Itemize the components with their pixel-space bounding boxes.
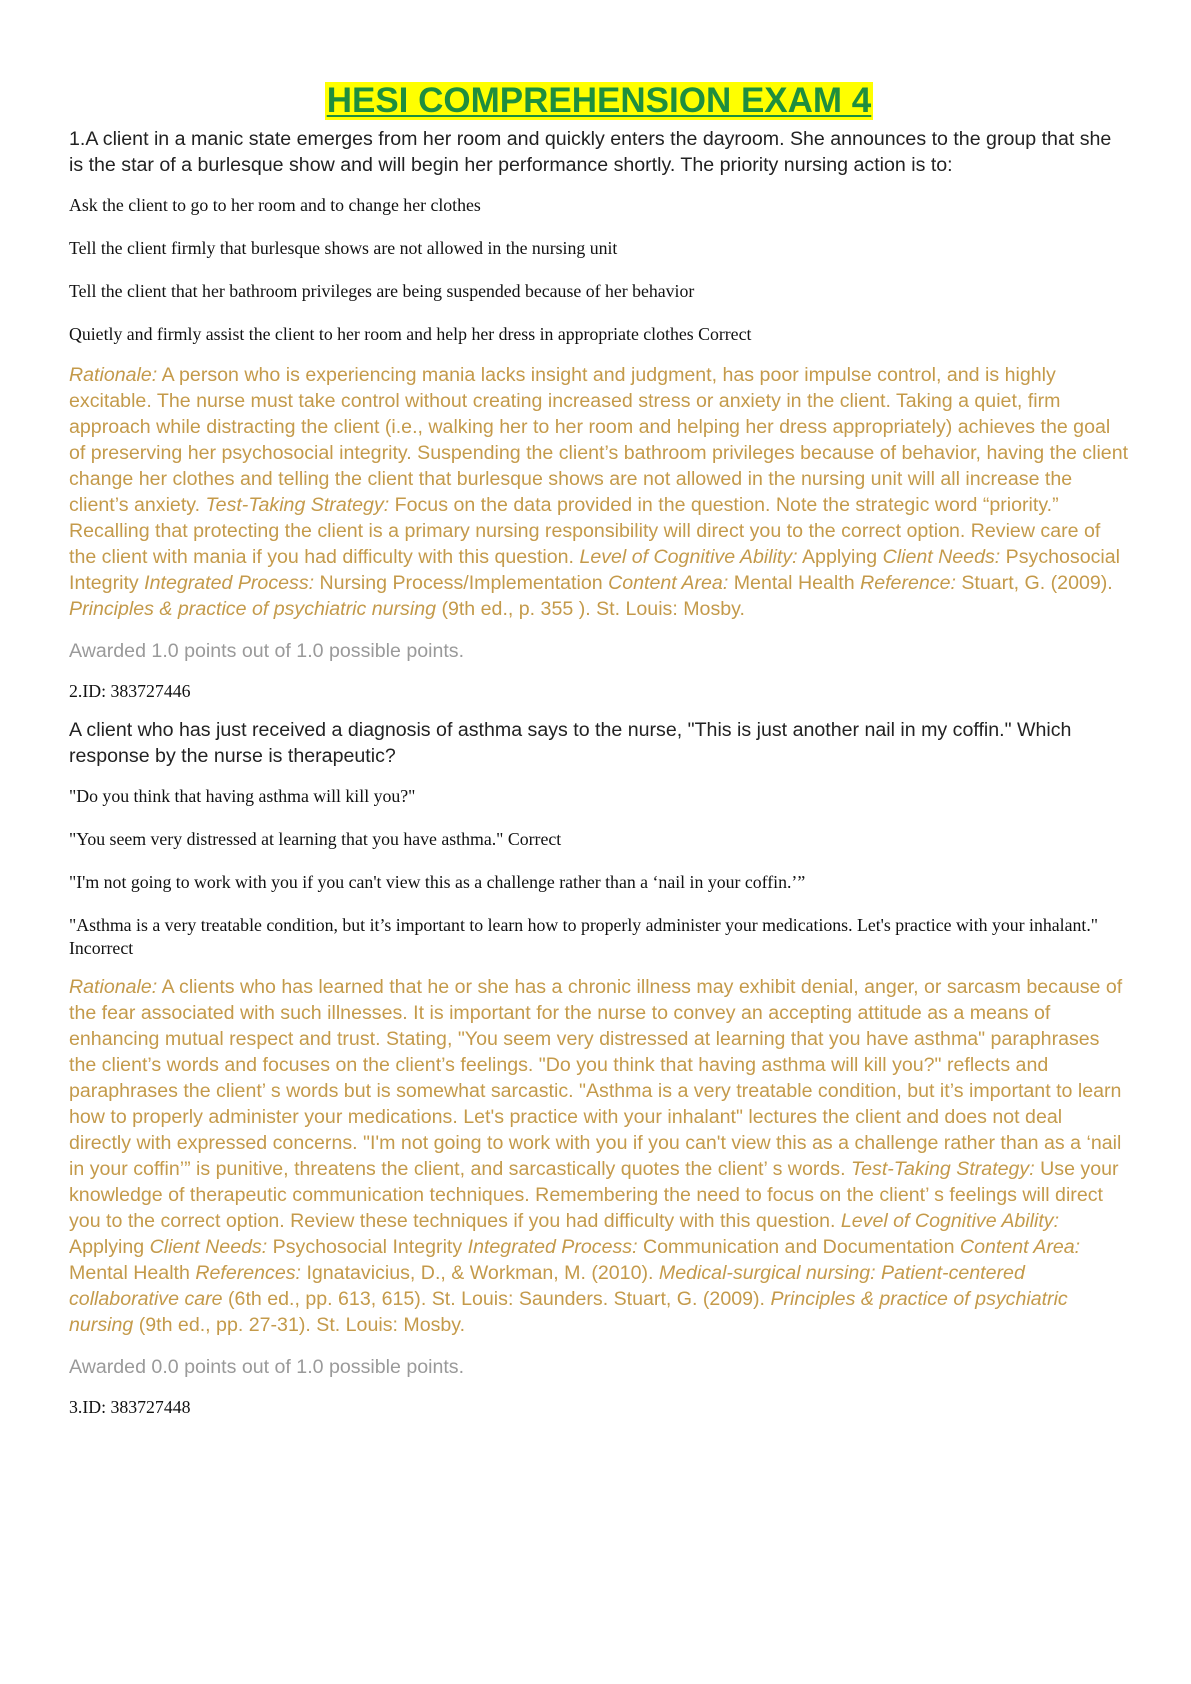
q1-stem: 1.A client in a manic state emerges from her room and quickly enters the dayroom. She announces to the group that she is the star of a burlesque show and will begin her performance shortly. The priority nursing action is to: — [69, 128, 1112, 176]
q1-option-1: Ask the client to go to her room and to change her clothes — [69, 195, 481, 215]
q2-ref-book: Medical-surgical nursing: Patient-centered collaborative care — [69, 1262, 1025, 1310]
q2-option-1: "Do you think that having asthma will kill you?" — [69, 786, 416, 806]
q1-cn-label: Client Needs: — [882, 546, 1001, 568]
q1-ip-label: Integrated Process: — [144, 572, 315, 594]
q2-cn-text: Psychosocial Integrity — [267, 1236, 468, 1258]
q1-lca-text: Applying — [797, 546, 883, 568]
q3-id: 3.ID: 383727448 — [69, 1397, 191, 1417]
q2-cn-label: Client Needs: — [149, 1236, 268, 1258]
q2-tts-text: Use your knowledge of therapeutic communication techniques. Remembering the need to focus on the client’ s feelings will direct you to the correct option. Review these techniques if you had difficulty with this question. — [69, 1158, 1119, 1232]
q1-rationale-text: A person who is experiencing mania lacks insight and judgment, has poor impulse control, and is highly excitable. The nurse must take control without creating increased stress or anxiety in the client. Taking a quiet, firm approach while distracting the client (i.e., walking her to her room and helping her dress appropriately) achieves the goal of preserving her psychosocial integrity. Suspending the client’s bathroom privileges because of behavior, having the client change her clothes and telling the client that burlesque shows are not allowed in the nursing unit will all increase the client’s anxiety. — [69, 364, 1129, 516]
q2-tts-label: Test-Taking Strategy: — [850, 1158, 1035, 1180]
q2-ip-label: Integrated Process: — [467, 1236, 638, 1258]
q1-ca-label: Content Area: — [608, 572, 729, 594]
q2-ref-tail: (6th ed., pp. 613, 615). St. Louis: Saunders. Stuart, G. (2009). — [222, 1288, 771, 1310]
q2-id: 2.ID: 383727446 — [69, 681, 191, 701]
q2-ip-text: Communication and Documentation — [637, 1236, 960, 1258]
q2-option-4: "Asthma is a very treatable condition, but it’s important to learn how to properly administer your medications. Let's practice with your inhalant." Incorrect — [69, 915, 1099, 958]
q2-ca-text: Mental Health — [69, 1262, 196, 1284]
q2-ca-label: Content Area: — [959, 1236, 1081, 1258]
q1-tts-label: Test-Taking Strategy: — [205, 494, 390, 516]
q2-lca-label: Level of Cognitive Ability: — [840, 1210, 1060, 1232]
q2-awarded: Awarded 0.0 points out of 1.0 possible points. — [69, 1356, 465, 1378]
q2-rationale-label: Rationale: — [69, 976, 158, 998]
q2-lca-text: Applying — [69, 1236, 150, 1258]
q2-ref-book2: Principles & practice of psychiatric nursing — [69, 1288, 1068, 1336]
q1-option-3: Tell the client that her bathroom privileges are being suspended because of her behavior — [69, 281, 695, 301]
q1-ref-label: Reference: — [860, 572, 956, 594]
q1-ref-text: Stuart, G. (2009). — [955, 572, 1113, 594]
q2-ref-tail2: (9th ed., pp. 27-31). St. Louis: Mosby. — [133, 1314, 466, 1336]
title-wrap — [69, 82, 1129, 120]
q1-ca-text: Mental Health — [728, 572, 861, 594]
q2-rationale — [69, 974, 1129, 1338]
document-content — [69, 82, 1129, 1419]
q1-ref-tail: (9th ed., p. 355 ). St. Louis: Mosby. — [436, 598, 745, 620]
q2-ref-text: Ignatavicius, D., & Workman, M. (2010). — [301, 1262, 659, 1284]
q1-ref-book: Principles & practice of psychiatric nursing — [69, 598, 436, 620]
q1-cn-text: Psychosocial Integrity — [69, 546, 1121, 594]
q1-lca-label: Level of Cognitive Ability: — [579, 546, 798, 568]
q2-ref-label: References: — [195, 1262, 301, 1284]
page-title: HESI COMPREHENSION EXAM 4 — [326, 81, 872, 120]
q1-rationale — [69, 362, 1129, 622]
q1-ip-text: Nursing Process/Implementation — [314, 572, 609, 594]
q1-awarded: Awarded 1.0 points out of 1.0 possible points. — [69, 640, 465, 662]
q1-option-2: Tell the client firmly that burlesque shows are not allowed in the nursing unit — [69, 238, 618, 258]
q2-option-3: "I'm not going to work with you if you can't view this as a challenge rather than a ‘nail in your coffin.’” — [69, 872, 806, 892]
q2-rationale-text: A clients who has learned that he or she has a chronic illness may exhibit denial, anger, or sarcasm because of the fear associated with such illnesses. It is important for the nurse to convey an accepting attitude as a means of enhancing mutual respect and trust. Stating, "You seem very distressed at learning that you have asthma" paraphrases the client’s words and focuses on the client’s feelings. "Do you think that having asthma will kill you?" reflects and paraphrases the client’ s words but is somewhat sarcastic. "Asthma is a very treatable condition, but it’s important to learn how to properly administer your medications. Let's practice with your inhalant" lectures the client and does not deal directly with expressed concerns. "I'm not going to work with you if you can't view this as a challenge rather than as a ‘nail in your coffin’” is punitive, threatens the client, and sarcastically quotes the client’ s words. — [69, 976, 1123, 1180]
q1-option-4: Quietly and firmly assist the client to her room and help her dress in appropriate clothes Correct — [69, 324, 752, 344]
q1-rationale-label: Rationale: — [69, 364, 158, 386]
q2-option-2: "You seem very distressed at learning that you have asthma." Correct — [69, 829, 562, 849]
q2-stem: A client who has just received a diagnosis of asthma says to the nurse, "This is just another nail in my coffin." Which response by the nurse is therapeutic? — [69, 719, 1072, 767]
q1-tts-text: Focus on the data provided in the question. Note the strategic word “priority.” Recalling that protecting the client is a primary nursing responsibility will direct you to the correct option. Review care of the client with mania if you had difficulty with this question. — [69, 494, 1101, 568]
